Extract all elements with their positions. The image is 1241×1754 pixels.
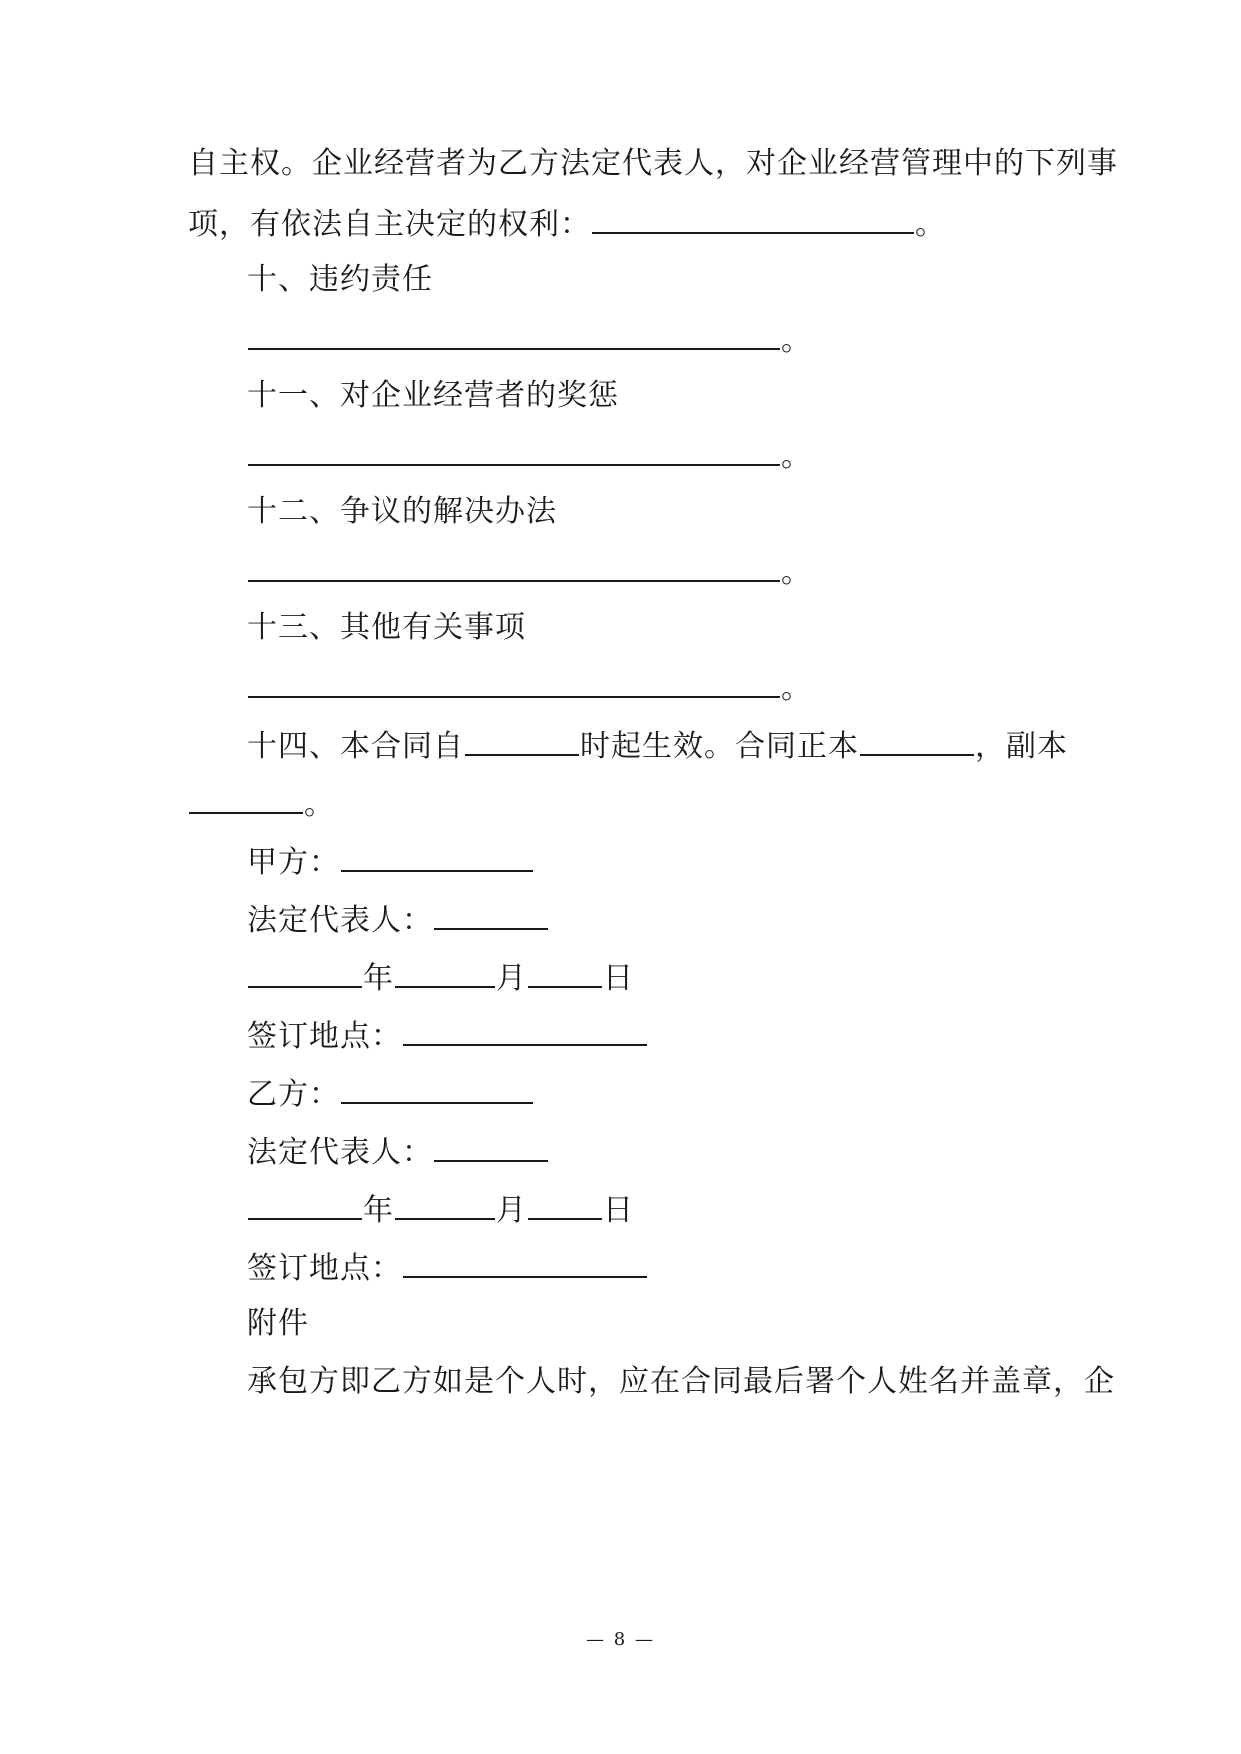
party-b-rep-line [247,1130,549,1173]
section-heading-text: 十二、争议的解决办法 [247,494,557,529]
section-heading-text: 十一、对企业经营者的奖惩 [247,378,619,413]
party-b-rep-label: 法定代表人： [247,1135,433,1170]
party-a-line [247,840,534,883]
day-label: 日 [603,961,634,996]
year-label: 年 [363,961,394,996]
party-b-place-line [247,1246,648,1289]
party-b-place-label: 签订地点： [247,1251,402,1286]
party-b-date-line [247,1188,634,1231]
day-blank[interactable] [528,956,602,988]
fill-in-blank[interactable] [592,202,914,234]
paragraph-rights-continued [188,144,1118,184]
section-heading-text: 十、违约责任 [247,262,433,297]
month-blank[interactable] [395,1188,495,1220]
section-text: ，副本 [975,729,1068,764]
month-label: 月 [496,961,527,996]
paragraph-text: 项，有依法自主决定的权利： [188,207,591,242]
section-body-rewards [247,434,812,477]
year-blank[interactable] [248,1188,362,1220]
period-mark: 。 [781,439,812,474]
party-b-line [247,1072,534,1115]
period-mark: 。 [304,787,335,822]
month-blank[interactable] [395,956,495,988]
party-a-rep-line [247,898,549,941]
party-a-blank[interactable] [341,840,533,872]
section-effective [247,724,1068,767]
section-heading-rewards [247,376,619,416]
party-b-blank[interactable] [341,1072,533,1104]
year-label: 年 [363,1193,394,1228]
section-heading-text: 十四、本合同自 [247,729,464,764]
section-heading-other [247,608,526,648]
party-a-label: 甲方： [247,845,340,880]
section-heading-disputes [247,492,557,532]
party-a-place-line [247,1014,648,1057]
section-body-breach [247,318,812,361]
party-b-rep-blank[interactable] [434,1130,548,1162]
period-mark: 。 [781,671,812,706]
paragraph-text: 自主权。企业经营者为乙方法定代表人，对企业经营管理中的下列事 [188,146,1118,181]
attachment-text: 承包方即乙方如是个人时，应在合同最后署个人姓名并盖章，企 [247,1364,1115,1399]
attachment-paragraph [247,1362,1115,1402]
party-a-place-label: 签订地点： [247,1019,402,1054]
fill-in-blank[interactable] [465,724,579,756]
section-effective-continued [188,782,335,825]
party-a-date-line [247,956,634,999]
paragraph-rights-list [188,202,946,245]
period-mark: 。 [781,555,812,590]
section-body-other [247,666,812,709]
section-text: 时起生效。合同正本 [580,729,859,764]
period-mark: 。 [915,207,946,242]
fill-in-blank[interactable] [248,318,780,350]
party-a-rep-label: 法定代表人： [247,903,433,938]
party-a-place-blank[interactable] [403,1014,647,1046]
fill-in-blank[interactable] [248,434,780,466]
section-heading-breach [247,260,433,300]
fill-in-blank[interactable] [248,666,780,698]
fill-in-blank[interactable] [248,550,780,582]
fill-in-blank[interactable] [189,782,303,814]
section-heading-text: 十三、其他有关事项 [247,610,526,645]
party-b-place-blank[interactable] [403,1246,647,1278]
attachment-heading-text: 附件 [247,1306,309,1341]
month-label: 月 [496,1193,527,1228]
day-label: 日 [603,1193,634,1228]
party-a-rep-blank[interactable] [434,898,548,930]
attachment-heading [247,1304,309,1344]
day-blank[interactable] [528,1188,602,1220]
section-body-disputes [247,550,812,593]
party-b-label: 乙方： [247,1077,340,1112]
page-number: — 8 — [586,1629,655,1650]
fill-in-blank[interactable] [860,724,974,756]
year-blank[interactable] [248,956,362,988]
period-mark: 。 [781,323,812,358]
